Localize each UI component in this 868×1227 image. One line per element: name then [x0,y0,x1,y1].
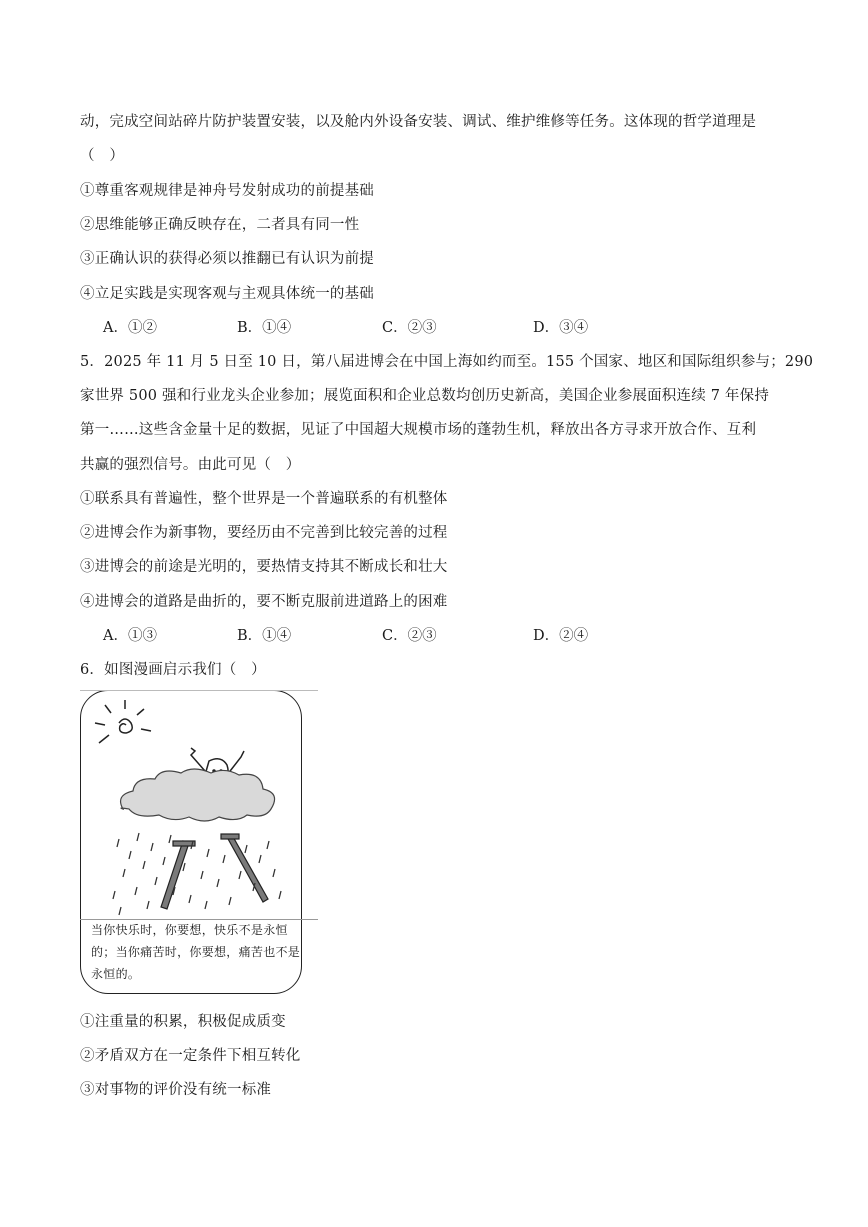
q5-stem-line1: 5．2025 年 11 月 5 日至 10 日，第八届进博会在中国上海如约而至。155 个国家、地区和国际组织参与；290 [80,354,814,370]
sun-icon [95,700,151,743]
comic-caption: 当你快乐时，你要想，快乐不是永恒的；当你痛苦时，你要想，痛苦也不是永恒的。 [91,923,301,981]
q5-option-b: B．①④ [237,628,292,644]
q4-choice-1: ①尊重客观规律是神舟号发射成功的前提基础 [80,183,374,199]
q4-choice-4: ④立足实践是实现客观与主观具体统一的基础 [80,286,374,302]
q5-choice-3: ③进博会的前途是光明的，要热情支持其不断成长和壮大 [80,559,448,575]
q5-stem-line2: 家世界 500 强和行业龙头企业参加；展览面积和企业总数均创历史新高，美国企业参展面积连续 7 年保持 [80,388,770,404]
cloud-illustration [121,769,275,821]
comic-illustration [81,691,302,921]
q5-choice-1: ①联系具有普遍性，整个世界是一个普遍联系的有机整体 [80,491,448,507]
comic-frame [80,690,302,994]
q4-option-b: B．①④ [237,320,292,336]
q4-stem-line1: 动，完成空间站碎片防护装置安装，以及舱内外设备安装、调试、维护维修等任务。这体现的哲学道理是 [80,114,757,130]
q4-option-c: C．②③ [382,320,437,336]
q6-choice-3: ③对事物的评价没有统一标准 [80,1082,272,1098]
q4-choice-2: ②思维能够正确反映存在，二者具有同一性 [80,217,360,233]
q6-choice-2: ②矛盾双方在一定条件下相互转化 [80,1048,301,1064]
comic-caption-divider [80,919,318,920]
q4-option-d: D．③④ [533,320,589,336]
q6-choice-1: ①注重量的积累，积极促成质变 [80,1014,286,1030]
q5-option-a: A．①③ [103,628,157,644]
stilts-illustration [161,834,268,909]
q5-stem-line4: 共赢的强烈信号。由此可见（ ） [80,457,301,473]
comic-top-rule [80,690,318,691]
q4-choice-3: ③正确认识的获得必须以推翻已有认识为前提 [80,251,374,267]
q5-choice-4: ④进博会的道路是曲折的，要不断克服前进道路上的困难 [80,594,448,610]
rain-illustration [113,833,281,915]
q5-option-c: C．②③ [382,628,437,644]
q5-choice-2: ②进博会作为新事物，要经历由不完善到比较完善的过程 [80,525,448,541]
q5-stem-line3: 第一……这些含金量十足的数据，见证了中国超大规模市场的蓬勃生机，释放出各方寻求开放合作、互利 [80,422,757,438]
q4-stem-line2: （ ） [80,148,125,164]
comic-figure [80,690,318,1000]
q4-option-a: A．①② [103,320,157,336]
q5-option-d: D．②④ [533,628,589,644]
q6-stem: 6．如图漫画启示我们（ ） [80,662,266,678]
